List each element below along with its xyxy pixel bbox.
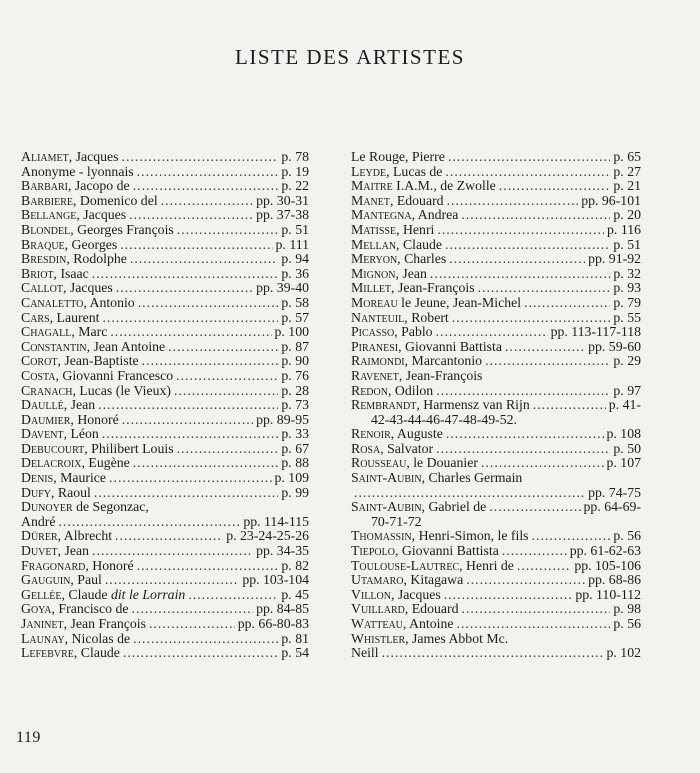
artist-name: Neill: [351, 646, 379, 661]
artist-name: Rosa, Salvator: [351, 441, 434, 456]
artist-name: Saint-Aubin, Charles Germain: [351, 471, 523, 486]
entry-continuation: 42-43-44-46-47-48-49-52.: [371, 411, 517, 427]
artist-entry: [351, 369, 641, 384]
artist-name: Saint-Aubin, Gabriel de: [351, 500, 487, 515]
dot-leader: [116, 281, 253, 296]
artist-entry: [21, 471, 309, 486]
page-reference: p. 50: [613, 441, 641, 456]
dot-leader: [436, 384, 610, 399]
artist-entry: [21, 413, 309, 428]
artist-entry: [21, 165, 309, 180]
page-reference: p. 81: [281, 631, 309, 646]
page-reference: p. 57: [281, 310, 309, 325]
page-reference: p. 107: [606, 456, 641, 471]
artist-name: Lefebvre, Claude: [21, 646, 120, 661]
page-reference: p. 97: [613, 383, 641, 398]
artist-name: Vuillard, Edouard: [351, 602, 459, 617]
artist-name: Goya, Francisco de: [21, 602, 129, 617]
artist-entry: [351, 559, 641, 574]
page-reference: pp. 96-101: [581, 193, 641, 208]
artist-name: Debucourt, Philibert Louis: [21, 441, 174, 456]
dot-leader: [176, 369, 278, 384]
dot-leader: [533, 398, 606, 413]
artist-name: Manet, Edouard: [351, 193, 444, 208]
dot-leader: [449, 252, 585, 267]
dot-leader: [177, 223, 279, 238]
dot-leader: [485, 354, 610, 369]
dot-leader: [110, 325, 271, 340]
page-reference: p. 27: [613, 164, 641, 179]
artist-name: Anonyme - lyonnais: [21, 164, 134, 179]
artist-entry: [21, 559, 309, 574]
artist-entry: [21, 369, 309, 384]
artist-name: André: [21, 514, 56, 529]
artist-entry: [351, 223, 641, 238]
page-reference: p. 108: [606, 427, 641, 442]
artist-name: Thomassin, Henri-Simon, le fils: [351, 529, 529, 544]
page-reference: pp. 30-31: [256, 193, 309, 208]
page-reference: pp. 39-40: [256, 281, 309, 296]
artist-name: Bellange, Jacques: [21, 208, 127, 223]
artist-name: Millet, Jean-François: [351, 281, 475, 296]
artist-name: Janinet, Jean François: [21, 617, 146, 631]
artist-entry: [21, 267, 309, 282]
artist-name: Chagall, Marc: [21, 325, 108, 340]
artist-entry: [351, 325, 641, 340]
dot-leader: [92, 267, 279, 282]
dot-leader: [120, 238, 272, 253]
artist-entry: [351, 340, 641, 355]
artist-entry: [21, 427, 309, 442]
dot-leader: [92, 544, 253, 559]
artist-entry: [351, 602, 641, 617]
artist-list-right: [351, 150, 641, 661]
dot-leader: [98, 398, 278, 413]
page-reference: p. 51: [281, 222, 309, 237]
artist-name: Constantin, Jean Antoine: [21, 339, 166, 354]
artist-entry: [351, 471, 641, 486]
page-reference: p. 51: [613, 237, 641, 252]
artist-name: Aliamet, Jacques: [21, 150, 119, 164]
artist-name: Picasso, Pablo: [351, 325, 433, 340]
artist-name: Delacroix, Eugène: [21, 456, 130, 471]
artist-entry: [21, 486, 309, 501]
artist-entry: [351, 398, 641, 413]
dot-leader: [436, 442, 610, 457]
artist-entry: [21, 646, 309, 661]
dot-leader: [177, 442, 279, 457]
page-reference: pp. 59-60: [588, 339, 641, 354]
artist-entry: [21, 223, 309, 238]
artist-entry: [351, 179, 641, 194]
page-reference: p. 55: [613, 310, 641, 325]
page-reference: p. 78: [281, 150, 309, 164]
artist-entry: [21, 150, 309, 165]
page-reference: p. 56: [613, 617, 641, 631]
page-reference: p. 32: [613, 266, 641, 281]
dot-leader: [499, 179, 611, 194]
page-reference: p. 67: [281, 441, 309, 456]
page-reference: p. 73: [281, 398, 309, 413]
page-reference: p. 102: [606, 646, 641, 661]
page-reference: pp. 113-117-118: [550, 325, 641, 340]
artist-entry: [21, 573, 309, 588]
artist-name: Gellée, Claude dit le Lorrain: [21, 587, 186, 602]
dot-leader: [354, 486, 585, 501]
artist-entry: [21, 238, 309, 253]
artist-name: Braque, Georges: [21, 237, 118, 252]
dot-leader: [445, 165, 610, 180]
artist-name: Davent, Léon: [21, 427, 99, 442]
artist-name: Mignon, Jean: [351, 266, 427, 281]
artist-name: Denis, Maurice: [21, 471, 107, 486]
page-reference: p. 21: [613, 179, 641, 194]
dot-leader: [122, 413, 253, 428]
artist-entry: [21, 529, 309, 544]
page-reference: p. 109: [274, 471, 309, 486]
artist-entry: [351, 150, 641, 165]
entry-continuation: 70-71-72: [371, 513, 422, 529]
dot-leader: [130, 252, 279, 267]
page-reference: p. 28: [281, 383, 309, 398]
page-title: LISTE DES ARTISTES: [235, 45, 465, 69]
artist-name: Redon, Odilon: [351, 383, 434, 398]
dot-leader: [137, 559, 279, 574]
dot-leader: [168, 340, 278, 355]
artist-name: Tiepolo, Giovanni Battista: [351, 544, 499, 559]
page-reference: pp. 37-38: [256, 208, 309, 223]
artist-name: Callot, Jacques: [21, 281, 113, 296]
artist-name: Briot, Isaac: [21, 266, 89, 281]
artist-name: Piranesi, Giovanni Battista: [351, 339, 502, 354]
artist-name: Mellan, Claude: [351, 237, 443, 252]
artist-name: Costa, Giovanni Francesco: [21, 368, 174, 383]
artist-entry: [21, 456, 309, 471]
page-reference: p. 88: [281, 456, 309, 471]
artist-name: Meryon, Charles: [351, 252, 447, 267]
artist-entry: [21, 602, 309, 617]
page-number: 119: [16, 729, 41, 746]
dot-leader: [105, 573, 239, 588]
artist-entry: [351, 588, 641, 603]
artist-name: Launay, Nicolas de: [21, 631, 131, 646]
page-reference: p. 33: [281, 427, 309, 442]
page-reference: pp. 61-62-63: [569, 544, 641, 559]
dot-leader: [174, 384, 278, 399]
dot-leader: [142, 354, 279, 369]
artist-name: Barbari, Jacopo de: [21, 179, 130, 194]
artist-name: Maitre I.A.M., de Zwolle: [351, 179, 496, 194]
artist-entry: [351, 544, 641, 559]
artist-entry: [21, 354, 309, 369]
artist-name: Dürer, Albrecht: [21, 529, 113, 544]
dot-leader: [115, 529, 223, 544]
artist-name: Raimondi, Marcantonio: [351, 354, 483, 369]
artist-entry: [351, 632, 641, 647]
dot-leader: [524, 296, 610, 311]
artist-name: Daumier, Honoré: [21, 412, 119, 427]
dot-leader: [102, 311, 278, 326]
page-reference: p. 29: [613, 354, 641, 369]
artist-entry: [351, 281, 641, 296]
page-reference: p. 94: [281, 252, 309, 267]
page-reference: p. 87: [281, 339, 309, 354]
page-reference: p. 82: [281, 558, 309, 573]
dot-leader: [436, 325, 548, 340]
artist-entry: [351, 354, 641, 369]
artist-name: Moreau le Jeune, Jean-Michel: [351, 295, 522, 310]
page-reference: p. 22: [281, 179, 309, 194]
artist-name: Corot, Jean-Baptiste: [21, 354, 139, 369]
page-reference: p. 41-: [608, 398, 641, 413]
artist-entry: [21, 398, 309, 413]
artist-entry: [351, 442, 641, 457]
dot-leader: [505, 340, 585, 355]
artist-name: Villon, Jacques: [351, 587, 441, 602]
artist-entry: [21, 194, 309, 209]
page-reference: p. 20: [613, 208, 641, 223]
dot-leader: [444, 588, 573, 603]
page-reference: pp. 110-112: [575, 587, 641, 602]
page-reference: p. 99: [281, 485, 309, 500]
dot-leader: [133, 179, 279, 194]
page-reference: pp. 114-115: [243, 514, 309, 529]
dot-leader: [58, 515, 240, 530]
artist-entry: [21, 252, 309, 267]
dot-leader: [457, 617, 611, 632]
artist-entry: [351, 427, 641, 442]
dot-leader: [129, 208, 253, 223]
artist-entry: [21, 617, 309, 632]
page-reference: p. 65: [613, 150, 641, 164]
artist-entry: [21, 588, 309, 603]
dot-leader: [446, 427, 604, 442]
artist-entry: [21, 311, 309, 326]
artist-entry: [21, 515, 309, 530]
artist-entry: [351, 646, 641, 661]
page-reference: p. 111: [275, 237, 309, 252]
dot-leader: [123, 646, 279, 661]
dot-leader: [462, 602, 611, 617]
artist-name: Rousseau, le Douanier: [351, 456, 478, 471]
artist-name: Rembrandt, Harmensz van Rijn: [351, 398, 530, 413]
artist-entry: [351, 238, 641, 253]
dot-leader: [502, 544, 567, 559]
page-reference: pp. 34-35: [256, 544, 309, 559]
page-reference: pp. 64-69-: [583, 500, 641, 515]
page-reference: p. 23-24-25-26: [226, 529, 309, 544]
dot-leader: [133, 456, 279, 471]
page-reference: pp. 89-95: [256, 412, 309, 427]
page-reference: pp. 68-86: [588, 573, 641, 588]
page-reference: pp. 91-92: [588, 252, 641, 267]
page-reference: pp. 74-75: [588, 485, 641, 500]
artist-entry: [21, 325, 309, 340]
page-reference: pp. 66-80-83: [237, 617, 309, 631]
dot-leader: [102, 427, 279, 442]
artist-name: Nanteuil, Robert: [351, 310, 449, 325]
artist-name: Canaletto, Antonio: [21, 295, 135, 310]
artist-name: Mantegna, Andrea: [351, 208, 459, 223]
dot-leader: [430, 267, 610, 282]
artist-entry: [351, 456, 641, 471]
artist-entry: [351, 529, 641, 544]
artist-name: Whistler, James Abbot Mc.: [351, 631, 509, 646]
dot-leader: [461, 208, 610, 223]
artist-name: Barbiere, Domenico del: [21, 193, 158, 208]
artist-entry: [351, 500, 641, 515]
artist-name: Dunoyer de Segonzac,: [21, 500, 149, 515]
artist-name: Bresdin, Rodolphe: [21, 252, 127, 267]
dot-leader: [466, 573, 585, 588]
page-reference: p. 56: [613, 529, 641, 544]
page-reference: p. 90: [281, 354, 309, 369]
artist-entry: [21, 179, 309, 194]
dot-leader: [94, 486, 279, 501]
page-reference: pp. 84-85: [256, 602, 309, 617]
artist-list-left: [21, 150, 309, 661]
artist-name: Dufy, Raoul: [21, 485, 91, 500]
dot-leader: [447, 194, 579, 209]
artist-entry: [21, 208, 309, 223]
dot-leader: [109, 471, 271, 486]
artist-name: Watteau, Antoine: [351, 617, 454, 631]
artist-name: Renoir, Auguste: [351, 427, 443, 442]
artist-entry: [351, 384, 641, 399]
artist-entry: [21, 544, 309, 559]
dot-leader: [481, 456, 604, 471]
dot-leader: [188, 588, 278, 603]
page-reference: p. 100: [274, 325, 309, 340]
artist-entry: [351, 486, 641, 501]
dot-leader: [122, 150, 279, 165]
artist-name: Leyde, Lucas de: [351, 164, 443, 179]
artist-name: Le Rouge, Pierre: [351, 150, 445, 164]
dot-leader: [132, 602, 254, 617]
page-reference: p. 79: [613, 295, 641, 310]
artist-name: Blondel, Georges François: [21, 222, 174, 237]
page-reference: pp. 105-106: [574, 558, 641, 573]
dot-leader: [149, 617, 235, 632]
artist-entry: [351, 165, 641, 180]
dot-leader: [448, 150, 611, 165]
artist-entry: [21, 632, 309, 647]
dot-leader: [382, 646, 604, 661]
artist-name: Daullé, Jean: [21, 398, 96, 413]
artist-entry: [351, 194, 641, 209]
page-reference: p. 36: [281, 266, 309, 281]
page-reference: p. 116: [607, 222, 641, 237]
artist-entry: [351, 208, 641, 223]
dot-leader: [437, 223, 604, 238]
artist-name: Utamaro, Kitagawa: [351, 573, 464, 588]
page-reference: p. 45: [281, 587, 309, 602]
artist-name: Ravenet, Jean-François: [351, 368, 483, 383]
dot-leader: [478, 281, 611, 296]
artist-entry: [351, 252, 641, 267]
dot-leader: [137, 165, 279, 180]
artist-entry: [21, 296, 309, 311]
dot-leader: [489, 500, 580, 515]
page-reference: p. 98: [613, 602, 641, 617]
artist-name: Cars, Laurent: [21, 310, 100, 325]
dot-leader: [138, 296, 279, 311]
artist-name: Fragonard, Honoré: [21, 558, 134, 573]
artist-name: Duvet, Jean: [21, 544, 90, 559]
page-reference: p. 19: [281, 164, 309, 179]
artist-name: Matisse, Henri: [351, 222, 435, 237]
artist-entry: [351, 617, 641, 632]
page-reference: p. 93: [613, 281, 641, 296]
artist-entry: [351, 573, 641, 588]
page-reference: p. 54: [281, 646, 309, 661]
artist-name: Cranach, Lucas (le Vieux): [21, 383, 171, 398]
dot-leader: [452, 311, 611, 326]
dot-leader: [532, 529, 611, 544]
artist-entry: [351, 311, 641, 326]
artist-entry: [21, 281, 309, 296]
artist-entry: [351, 296, 641, 311]
artist-entry: [21, 442, 309, 457]
page-reference: pp. 103-104: [242, 573, 309, 588]
page-reference: p. 58: [281, 295, 309, 310]
artist-entry: [21, 500, 309, 515]
artist-name: Gauguin, Paul: [21, 573, 102, 588]
artist-name: Toulouse-Lautrec, Henri de: [351, 558, 514, 573]
dot-leader: [133, 632, 278, 647]
artist-entry: [21, 340, 309, 355]
dot-leader: [161, 194, 253, 209]
dot-leader: [517, 559, 571, 574]
page-reference: p. 76: [281, 368, 309, 383]
dot-leader: [445, 238, 610, 253]
artist-entry: [21, 384, 309, 399]
artist-entry: [351, 267, 641, 282]
